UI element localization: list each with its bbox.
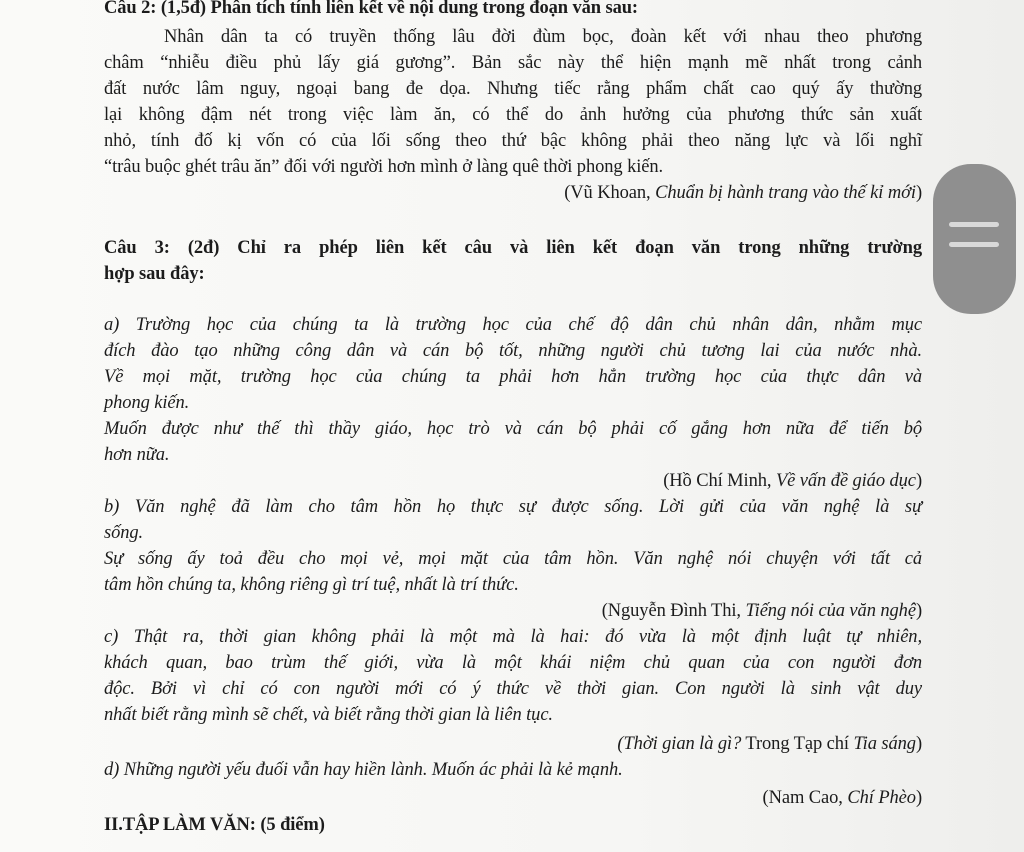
item-a-line: a) Trường học của chúng ta là trường học của chế độ dân chủ nhân dân, nhằm mục [104,315,922,335]
question-2-line: lại không đậm nét trong việc làm ăn, có thể do ảnh hưởng của phương thức sản xuất [104,105,922,125]
item-c-line: độc. Bởi vì chỉ có con người mới có ý thức về thời gian. Con người là sinh vật duy [104,679,922,699]
question-2-line: “trâu buộc ghét trâu ăn” đối với người hơn mình ở làng quê thời phong kiến. [104,157,664,177]
source-title: Chí Phèo [847,788,916,808]
item-b-line: b) Văn nghệ đã làm cho tâm hồn họ thực sự được sống. Lời gửi của văn nghệ là sự [104,497,922,517]
item-a-line: hơn nữa. [104,445,170,465]
question-2-line: châm “nhiễu điều phủ lấy giá gương”. Bản sắc này thể hiện mạnh mẽ nhất trong cảnh [104,53,922,73]
item-b-line: sống. [104,523,144,543]
question-3-heading-cont: hợp sau đây: [104,264,205,284]
section-2-heading: II.TẬP LÀM VĂN: (5 điểm) [104,815,325,835]
question-2-line: nhỏ, tính đố kị vốn có của lối sống theo thứ bậc không phải theo năng lực và lối nghĩ [104,131,922,151]
source-magazine: Tia sáng [853,734,916,754]
source-author: (Nam Cao, [762,788,848,808]
scroll-handle[interactable] [933,164,1016,314]
source-mid: Trong Tạp chí [741,734,854,754]
question-2-line: Nhân dân ta có truyền thống lâu đời đùm bọc, đoàn kết với nhau theo phương [164,27,922,47]
source-title: Về vấn đề giáo dục [775,471,916,491]
question-2-line: đất nước lâm nguy, ngoại bang đe dọa. Nhưng tiếc rằng phẩm chất cao quý ấy thường [104,79,922,99]
source-author: (Vũ Khoan, [564,183,656,203]
question-3-heading: Câu 3: (2đ) Chỉ ra phép liên kết câu và liên kết đoạn văn trong những trường [104,238,922,258]
source-author: (Hồ Chí Minh, [663,471,776,491]
source-author: (Nguyễn Đình Thi, [601,601,746,621]
item-b-line: tâm hồn chúng ta, không riêng gì trí tuệ, nhất là trí thức. [104,575,519,595]
question-2-heading: Câu 2: (1,5đ) Phân tích tính liên kết về nội dung trong đoạn văn sau: [104,0,638,18]
item-a-line: Về mọi mặt, trường học của chúng ta phải hơn hẳn trường học của thực dân và [104,367,922,387]
source-title: Tiếng nói của văn nghệ [745,601,916,621]
source-title: (Thời gian là gì? [617,734,742,754]
source-end: ) [915,734,922,754]
source-title: Chuẩn bị hành trang vào thế kỉ mới [655,183,916,203]
item-b-line: Sự sống ấy toả đều cho mọi vẻ, mọi mặt của tâm hồn. Văn nghệ nói chuyện với tất cả [104,549,922,569]
source-end: ) [915,471,922,491]
source-end: ) [915,183,922,203]
grip-line-icon [949,242,999,247]
item-c-line: nhất biết rằng mình sẽ chết, và biết rằng thời gian là liên tục. [104,705,553,725]
item-a-source [104,469,922,493]
item-b-source [104,599,922,623]
source-end: ) [915,601,922,621]
item-a-line: phong kiến. [104,393,190,413]
item-a-line: đích đào tạo những công dân và cán bộ tốt, những người chủ tương lai của nước nhà. [104,341,922,361]
item-c-source [104,732,922,756]
item-d-line: d) Những người yếu đuối vẫn hay hiền lành. Muốn ác phải là kẻ mạnh. [104,760,623,780]
item-c-line: khách quan, bao trùm thế giới, vừa là một khái niệm chủ quan của con người đơn [104,653,922,673]
grip-line-icon [949,222,999,227]
item-d-source [104,786,922,810]
item-c-line: c) Thật ra, thời gian không phải là một mà là hai: đó vừa là một định luật tự nhiên, [104,627,922,647]
item-a-line: Muốn được như thế thì thầy giáo, học trò và cán bộ phải cố gắng hơn nữa để tiến bộ [104,419,922,439]
question-2-source [104,181,922,205]
source-end: ) [915,788,922,808]
